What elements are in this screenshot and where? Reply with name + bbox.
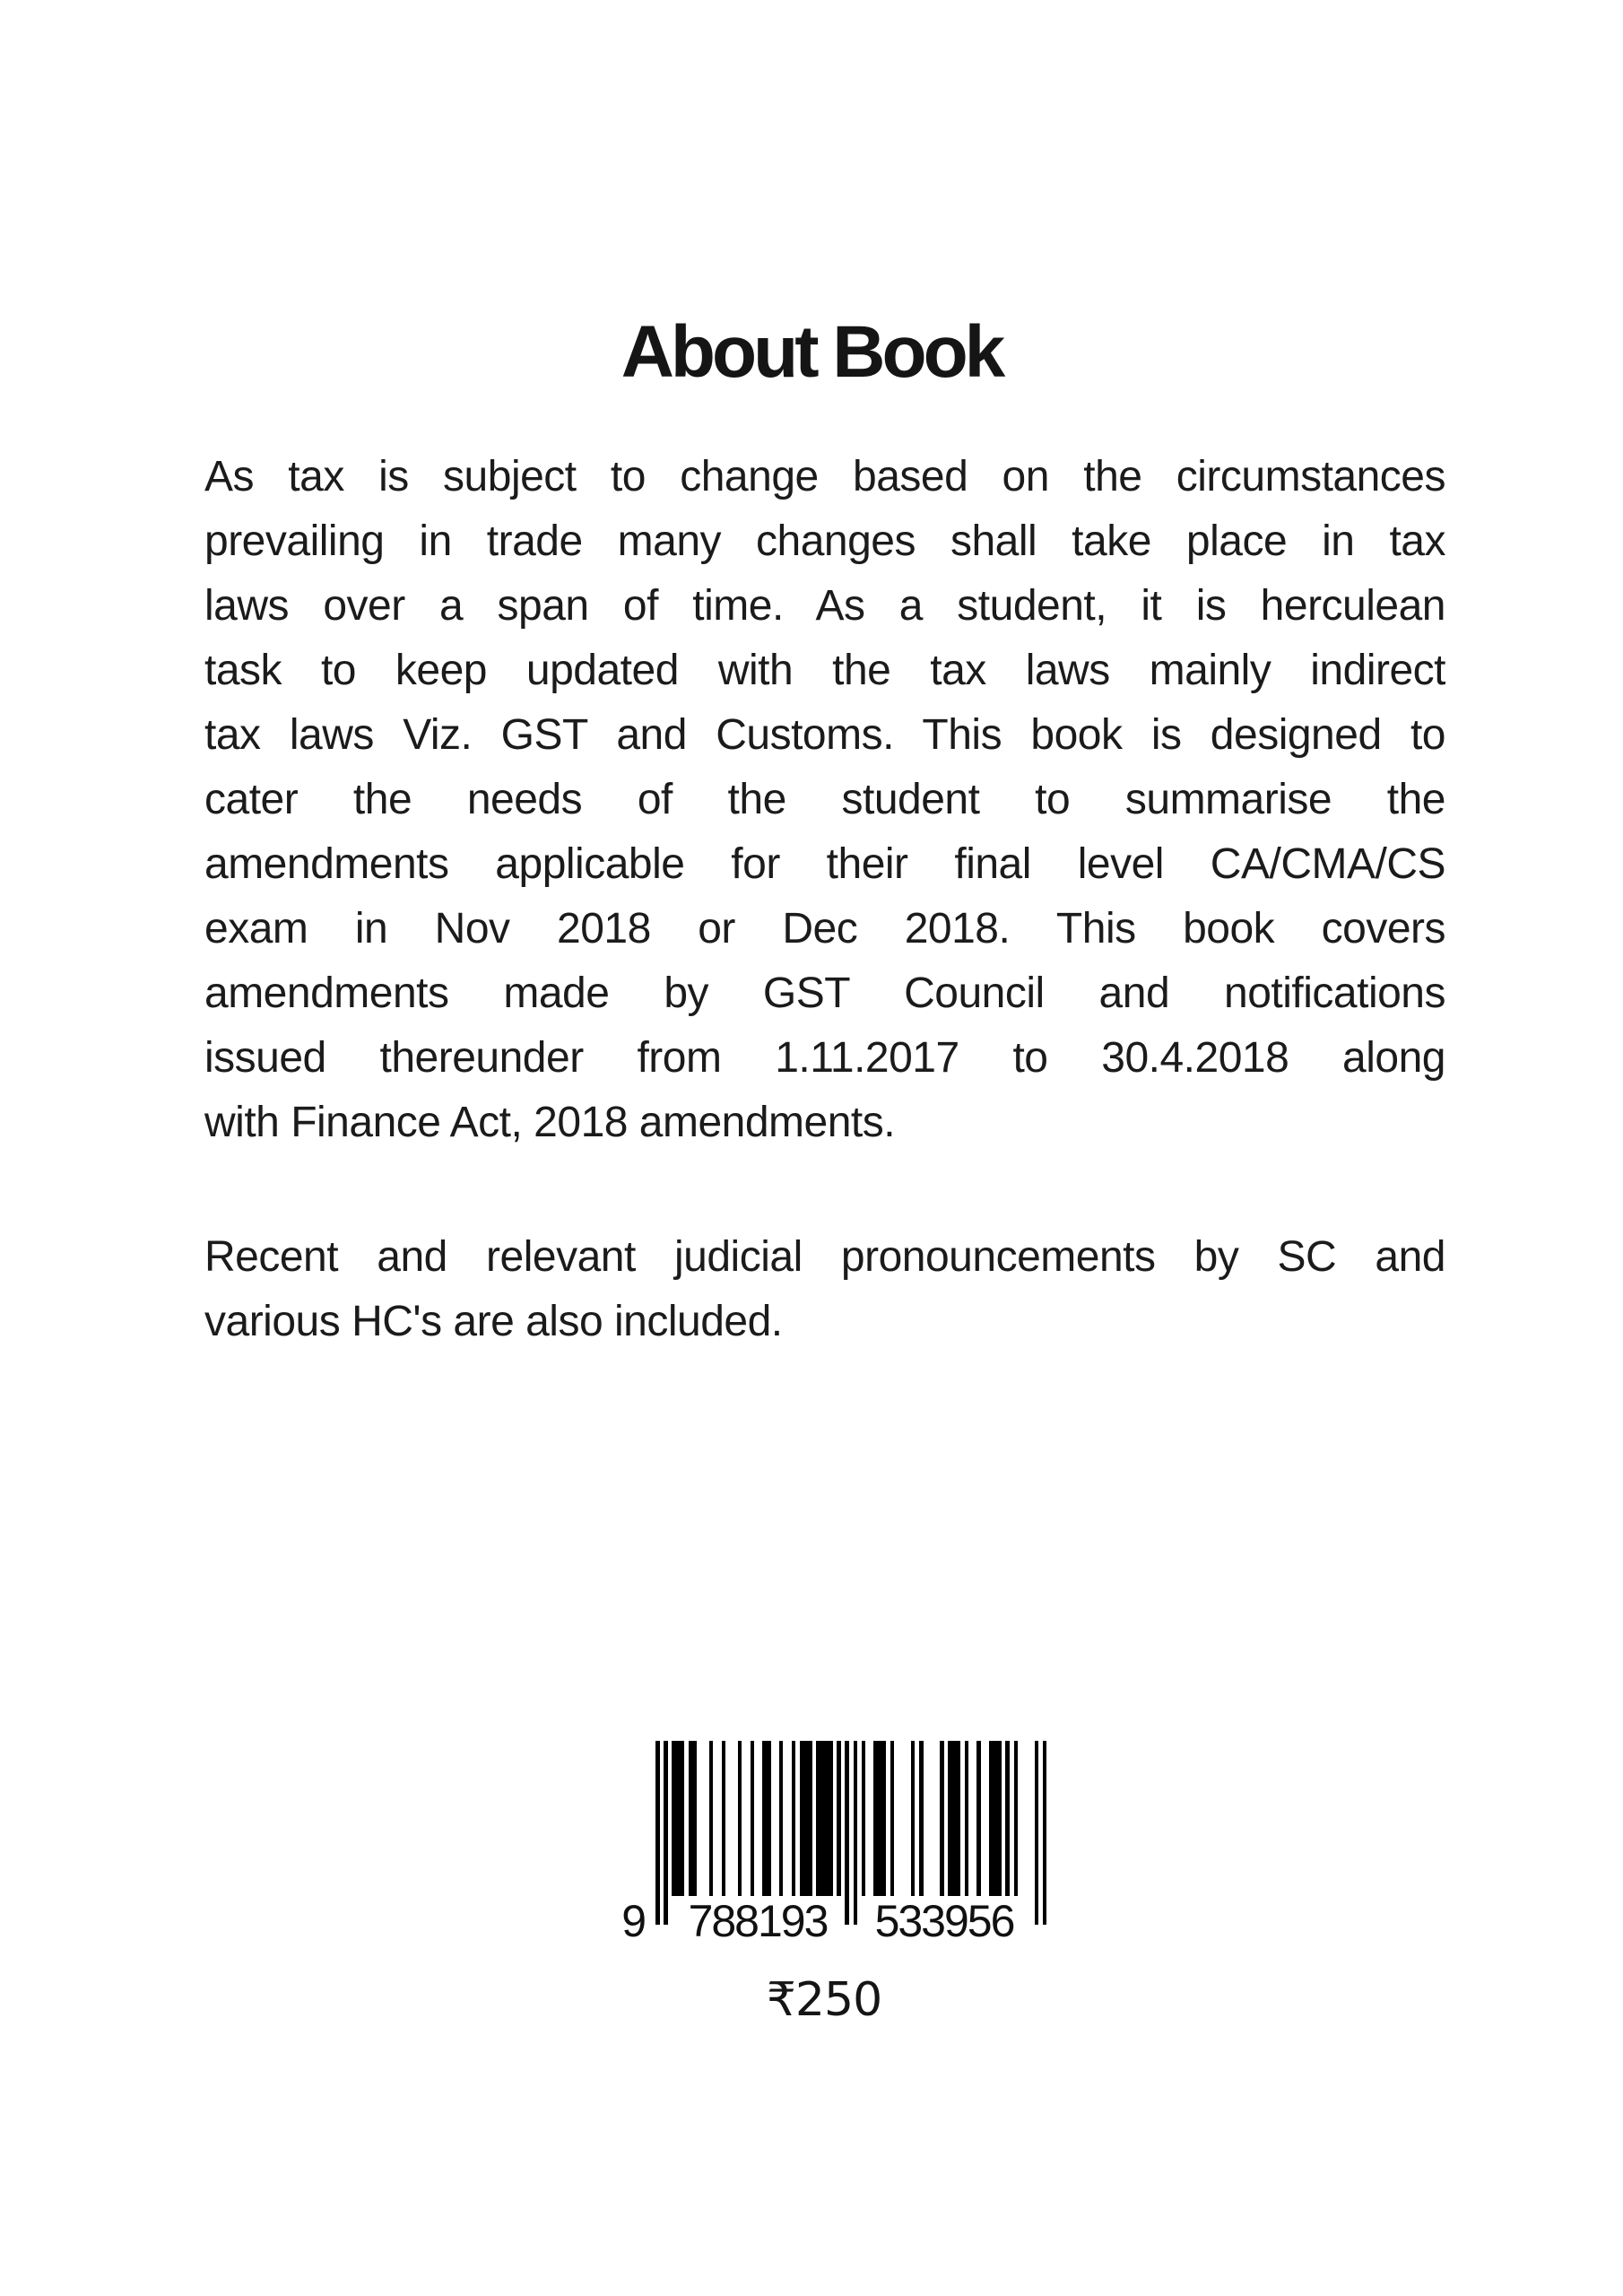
text-line: prevailing in trade many changes shall take place in tax bbox=[204, 517, 1445, 565]
text-line: tax laws Viz. GST and Customs. This book is designed to bbox=[204, 711, 1445, 759]
price-label bbox=[0, 1973, 1623, 2027]
isbn-barcode bbox=[621, 1741, 1047, 1974]
text-line: Recent and relevant judicial pronouncements by SC and bbox=[204, 1233, 1445, 1281]
text-line: task to keep updated with the tax laws mainly indirect bbox=[204, 647, 1445, 694]
text-line: various HC's are also included. bbox=[204, 1298, 783, 1345]
barcode-digit-prefix: 9 bbox=[621, 1896, 645, 1946]
page-title: About Book bbox=[621, 311, 1002, 393]
about-paragraph-1 bbox=[204, 445, 1445, 1155]
price-text: ₹250 bbox=[766, 1973, 882, 2027]
text-line: amendments applicable for their final level CA/CMA/CS bbox=[204, 840, 1445, 888]
about-paragraph-2 bbox=[204, 1225, 1445, 1354]
barcode-digits-group2: 533956 bbox=[874, 1896, 1014, 1946]
text-line: cater the needs of the student to summarise the bbox=[204, 776, 1445, 823]
text-line: issued thereunder from 1.11.2017 to 30.4.2018 along bbox=[204, 1034, 1445, 1082]
text-line: As tax is subject to change based on the circumstances bbox=[204, 453, 1445, 500]
text-line: with Finance Act, 2018 amendments. bbox=[204, 1099, 896, 1146]
text-line: laws over a span of time. As a student, it is herculean bbox=[204, 582, 1445, 630]
barcode-digits-group1: 788193 bbox=[688, 1896, 828, 1946]
barcode-bar bbox=[1043, 1741, 1047, 1925]
text-line: amendments made by GST Council and notifications bbox=[204, 970, 1445, 1017]
text-line: exam in Nov 2018 or Dec 2018. This book covers bbox=[204, 905, 1445, 952]
